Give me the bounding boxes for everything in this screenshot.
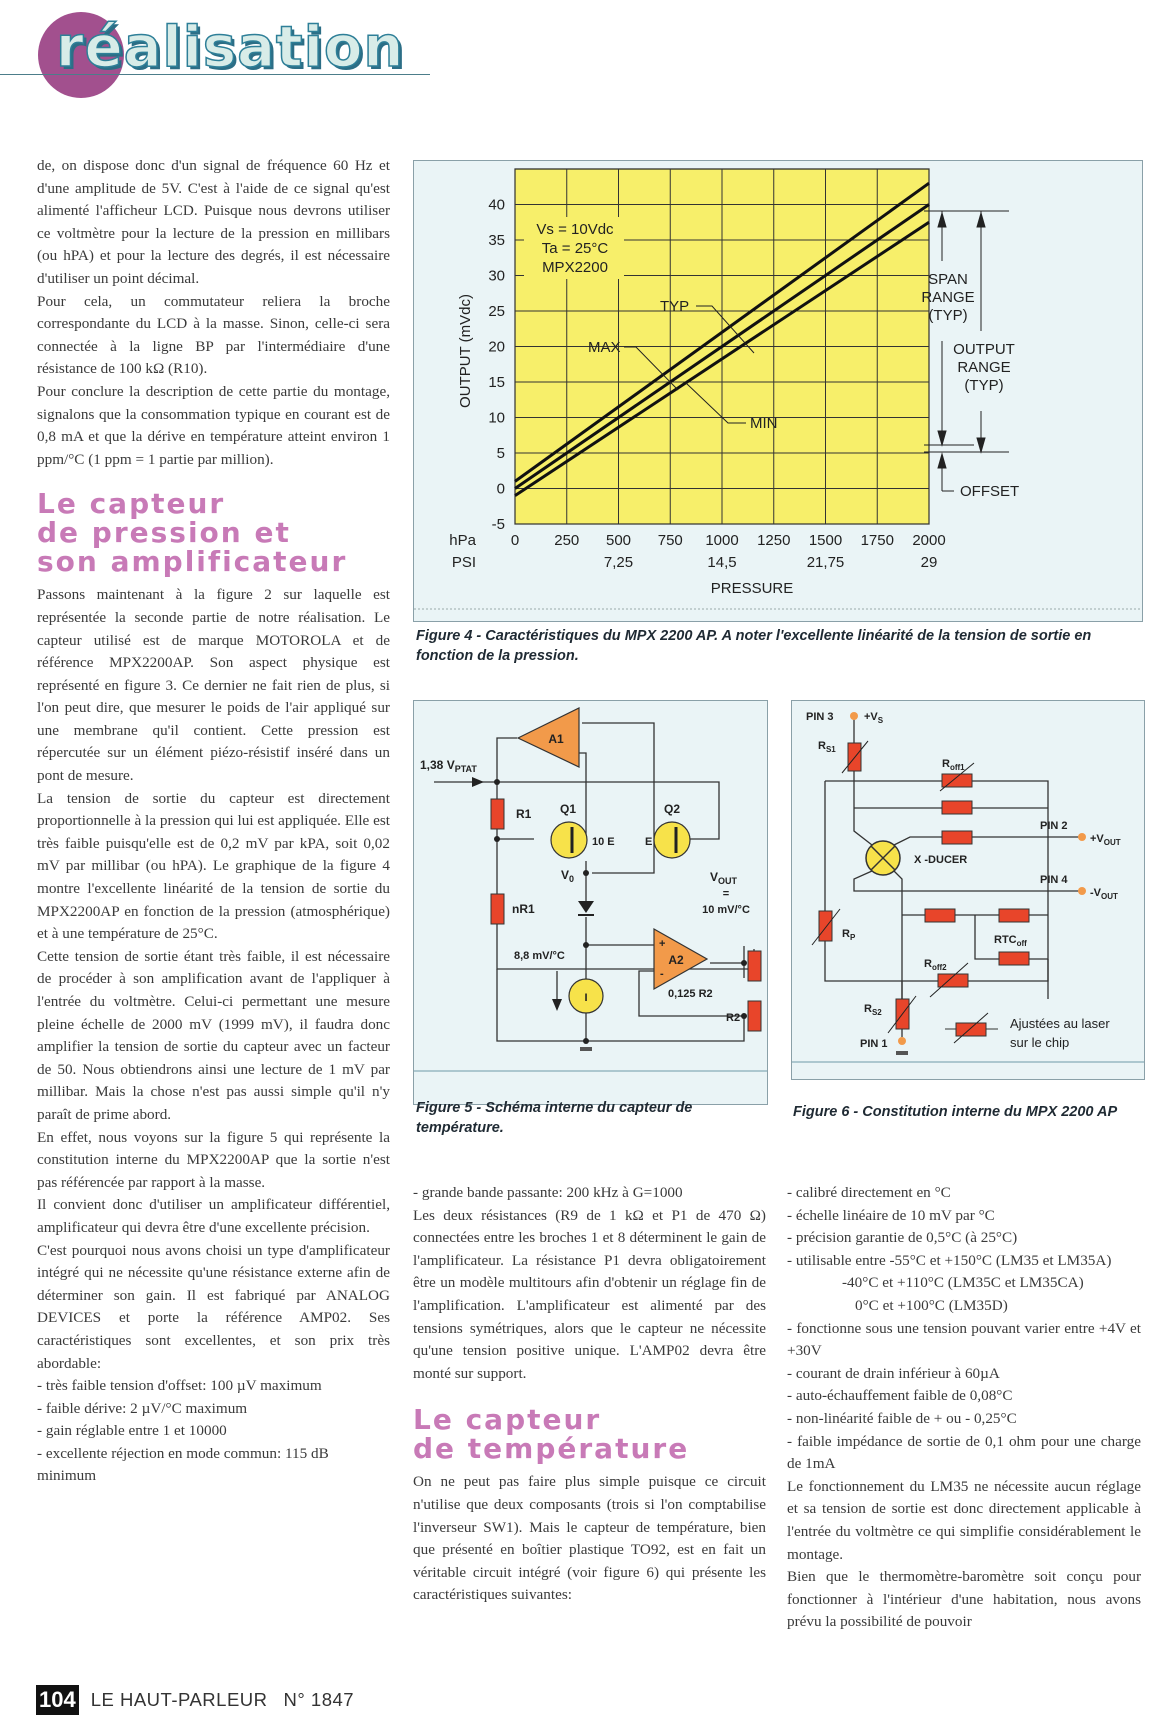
transistor-q2 <box>654 822 690 858</box>
vout-equals: = <box>722 888 730 900</box>
vout-plus-label: $+V_{OUT}$ <box>1090 833 1121 847</box>
list-item: - très faible tension d'offset: 100 µV maximum <box>37 1377 322 1395</box>
x-tick-label-hpa: 1250 <box>757 532 791 549</box>
issue-number: N° 1847 <box>283 1689 355 1710</box>
pin4-label: PIN 4 <box>1040 874 1068 886</box>
paragraph: Pour cela, un commutateur reliera la broche correspondante du LCD à la masse. Sinon, celle-ci sera connectée à la ligne BP par l'intermédiaire d'une résistance de 100 kΩ (R10). <box>37 292 390 378</box>
input-arrow-icon <box>472 777 484 787</box>
figure-6-caption: Figure 6 - Constitution interne du MPX 2200 AP <box>793 1104 1118 1120</box>
series-label-typ: TYP <box>660 298 690 315</box>
resistor-nr1-label: nR1 <box>512 902 535 916</box>
list-item: - grande bande passante: 200 kHz à G=1000 <box>413 1184 683 1201</box>
roff2-label: $R_{off2}$ <box>924 958 947 972</box>
right-column <box>787 1182 1141 1634</box>
x-tick-label-hpa: 1750 <box>860 532 894 549</box>
vout-label: $V_{OUT}$ <box>710 870 738 886</box>
series-label-max: MAX <box>588 339 621 356</box>
rtcoff-label: $RTC_{off}$ <box>994 934 1027 948</box>
heading-line: Le capteur <box>37 487 226 521</box>
y-tick-label: 10 <box>488 409 505 427</box>
v0-label: $V_0$ <box>561 868 575 884</box>
paragraph: de, on dispose donc d'un signal de fréquence 60 Hz et d'une amplitude de 5V. C'est à l'aide de ce signal qu'est alimenté l'afficheur LCD. Puisque nous devrons utiliser ce voltmètre pour la lecture de la pression en millibars (ou hPA) et pour la lecture des degrés, il est nécessaire d'utiliser un point décimal. <box>37 157 390 287</box>
figure-5 <box>413 700 768 1105</box>
pressure-output-chart <box>414 161 1142 621</box>
x-axis-label: PRESSURE <box>710 580 794 597</box>
legend-trimmed-resistor-icon <box>956 1023 986 1036</box>
rp-label: $R_P$ <box>842 928 856 942</box>
paragraph: Les deux résistances (R9 de 1 kΩ et P1 de 470 Ω) connectées entre les broches 1 et 8 déterminent le gain de l'amplificateur. La résistance P1 devra obligatoirement être un modèle multitours afin d'obtenir un réglage fin de l'amplification. L'amplificateur est alimenté par des tensions symétriques, alors que le capteur ne nécessite qu'une tension positive unique. L'AMP02 devra être monté sur support. <box>413 1206 766 1382</box>
x-tick-label-hpa: 500 <box>605 532 632 549</box>
resistor-r1-label: R1 <box>516 807 532 821</box>
x-tick-label-psi: 21,75 <box>806 554 845 571</box>
span-range-label: RANGE <box>921 289 975 306</box>
vout-value: 10 mV/°C <box>702 904 750 916</box>
y-tick-label: 20 <box>488 338 505 356</box>
condition-vs: Vs = 10Vdc <box>536 221 614 238</box>
paragraph: On ne peut pas faire plus simple puisque ce circuit n'utilise que deux composants (trois si l'on comptabilise l'inverseur SW1). Mais le capteur de température, bien que présenté en boîtier plastique TO92, est en fait un véritable circuit intégré (voir figure 6) qui présente les caractéristiques suivantes: <box>413 1473 766 1604</box>
pin1-dot <box>898 1037 906 1045</box>
x-tick-label-hpa: 1500 <box>808 532 843 549</box>
current-source-label: I <box>584 992 588 1004</box>
y-axis-label: OUTPUT (mVdc) <box>457 294 474 408</box>
pin4-dot <box>1078 887 1086 895</box>
input-label: 1,38 $V_{PTAT}$ <box>420 758 477 774</box>
y-tick-label: 30 <box>488 267 505 285</box>
list-item-indented: -40°C et +110°C (LM35C et LM35CA) <box>842 1274 1084 1292</box>
vs-label: $+V_S$ <box>864 711 884 725</box>
list-item: - fonctionne sous une tension pouvant varier entre +4V et +30V <box>787 1319 1141 1360</box>
pin1-label: PIN 1 <box>860 1038 888 1050</box>
diode-icon <box>578 901 594 913</box>
paragraph: Le fonctionnement du LM35 ne nécessite aucun réglage et sa tension de sortie est donc directement applicable à l'entrée du voltmètre ce qui simplifie considérablement le montage. <box>787 1477 1141 1563</box>
x-tick-label-psi: 7,25 <box>603 554 634 571</box>
condition-ta: Ta = 25°C <box>541 240 609 257</box>
y-tick-label: 35 <box>488 232 505 249</box>
paragraph: La tension de sortie du capteur est directement proportionnelle à la pression qui lui est appliquée. Elle est très faible puisqu'elle est de 0,2 mV par kPA, soit 0,02 mV par millibar (ou hPA). Le graphique de la figure 4 montre l'excellente linéarité de la tension de sortie du MPX2200AP en fonction de la pression (atmosphérique) et à une température de 25°C. <box>37 789 390 943</box>
resistor-comp <box>925 909 955 922</box>
x-tick-label-hpa: 250 <box>554 532 580 549</box>
magazine-name: LE HAUT-PARLEUR <box>90 1689 268 1710</box>
y-tick-label: 40 <box>488 196 505 214</box>
resistor-rp <box>819 911 832 941</box>
page-footer <box>36 1685 354 1715</box>
mpx2200-schematic <box>792 701 1144 1079</box>
pin3-dot <box>850 712 858 720</box>
middle-column <box>413 1182 766 1607</box>
q1-emitter-label: 10 E <box>592 836 615 848</box>
resistor-r2-label: R2 <box>726 1012 741 1024</box>
section-title: réalisation <box>56 15 405 80</box>
y-tick-label: -5 <box>491 516 505 533</box>
ground-icon <box>580 1047 592 1051</box>
legend-text: sur le chip <box>1010 1035 1070 1050</box>
resistor-bridge <box>942 831 972 844</box>
section-heading-pressure <box>37 487 390 579</box>
rs1-label: $R_{S1}$ <box>818 740 836 754</box>
list-item: - calibré directement en °C <box>787 1184 951 1201</box>
left-column <box>37 155 390 1488</box>
x-tick-label-hpa: 1000 <box>705 532 739 549</box>
paragraph: Cette tension de sortie étant très faible, il est nécessaire de procéder à son amplification avant de l'appliquer à l'entrée du voltmètre. Celui-ci permettant une mesure pleine échelle de 2000 mV (1999 mV), il faudra donc amplifier la tension de sortie du capteur avec un facteur de 50. Nous obtiendrons ainsi une lecture de 1 mV par millibar. Mais la chose n'est pas aussi simple qu'il n'y paraît de prime abord. <box>37 947 390 1123</box>
list-item: - faible impédance de sortie de 0,1 ohm pour une charge de 1mA <box>787 1432 1141 1473</box>
x-axis-unit-hpa: hPa <box>449 532 476 549</box>
section-banner <box>0 0 460 110</box>
transistor-q1-label: Q1 <box>560 802 577 816</box>
paragraph: Bien que le thermomètre-baromètre soit conçu pour fonctionner à l'intérieur d'une habitation, nous avons prévu la possibilité de pouvoir <box>787 1568 1141 1631</box>
series-label-min: MIN <box>750 415 778 432</box>
resistor-bridge <box>942 801 972 814</box>
x-tick-label-hpa: 2000 <box>912 532 946 549</box>
figure-5-caption: Figure 5 - Schéma interne du capteur de température. <box>416 1100 693 1136</box>
condition-part: MPX2200 <box>542 259 608 276</box>
y-tick-label: 25 <box>488 303 505 320</box>
transistor-q2-label: Q2 <box>664 802 681 816</box>
y-tick-label: 0 <box>496 480 505 498</box>
paragraph: Pour conclure la description de cette partie du montage, signalons que la consommation typique en courant est de 0,8 mA et que la dérive en température atteint environ 1 ppm/°C (1 ppm = 1 partie par million). <box>37 382 390 468</box>
list-item: - échelle linéaire de 10 mV par °C <box>787 1206 995 1224</box>
xducer-label: X -DUCER <box>914 854 968 866</box>
output-range-label: OUTPUT <box>953 341 1015 358</box>
resistor-0125r2 <box>748 951 761 981</box>
rs2-label: $R_{S2}$ <box>864 1003 882 1017</box>
x-tick-label-psi: 14,5 <box>707 554 737 571</box>
page-number: 104 <box>36 1685 79 1715</box>
x-tick-label-hpa: 0 <box>510 532 520 549</box>
list-item-indented: 0°C et +100°C (LM35D) <box>855 1296 1008 1314</box>
transistor-q1 <box>551 822 587 858</box>
opamp-a1-label: A1 <box>548 732 564 746</box>
vout-minus-label: $-V_{OUT}$ <box>1090 887 1118 901</box>
ground-icon <box>896 1051 908 1055</box>
opamp-a2-label: A2 <box>668 953 684 967</box>
list-item: - non-linéarité faible de + ou - 0,25°C <box>787 1409 1017 1427</box>
pin2-dot <box>1078 833 1086 841</box>
resistor-nr1 <box>491 894 504 924</box>
paragraph: Passons maintenant à la figure 2 sur laquelle est représentée la seconde partie de notre réalisation. Le capteur utilisé est de marque MOTOROLA et de référence MPX2200AP. Son aspect physique est représenté en figure 3. Ce dernier ne fait rien de plus, si l'on peut dire, que mesurer le poids de l'air appliqué sur une membrane qu'il contient. Cette pression est répercutée sur un élément piézo-résistif inséré dans un pont de mesure. <box>37 586 390 785</box>
x-tick-label-hpa: 750 <box>657 532 683 549</box>
opamp-plus: + <box>659 938 666 950</box>
list-item: - utilisable entre -55°C et +150°C (LM35 et LM35A) <box>787 1251 1112 1269</box>
current-arrow-icon <box>552 999 562 1011</box>
resistor-comp <box>999 909 1029 922</box>
temperature-sensor-schematic <box>414 701 767 1104</box>
paragraph: En effet, nous voyons sur la figure 5 qui représente la constitution interne du MPX2200AP que la sortie n'est pas référencée par rapport à la masse. <box>37 1128 390 1191</box>
list-item: - faible dérive: 2 µV/°C maximum <box>37 1399 248 1417</box>
roff1-label: $R_{off1}$ <box>942 758 965 772</box>
figure-6 <box>791 700 1145 1080</box>
list-item: - gain réglable entre 1 et 10000 <box>37 1422 227 1440</box>
pin3-label: PIN 3 <box>806 711 834 723</box>
figure-4-caption: Figure 4 - Caractéristiques du MPX 2200 AP. A noter l'excellente linéarité de la tension de sortie en fonction de la pression. <box>416 628 1092 664</box>
span-range-label: SPAN <box>928 271 968 288</box>
paragraph: Il convient donc d'utiliser un amplificateur différentiel, amplificateur qui devra être d'une excellente précision. <box>37 1196 390 1236</box>
heading-line: de pression et <box>37 516 291 550</box>
slope-label: 8,8 mV/°C <box>514 950 565 962</box>
resistor-r2 <box>748 1001 761 1031</box>
output-range-label: (TYP) <box>964 377 1004 394</box>
heading-line: son amplificateur <box>37 545 348 579</box>
legend-text: Ajustées au laser <box>1010 1016 1110 1031</box>
paragraph: C'est pourquoi nous avons choisi un type d'amplificateur intégré qui ne nécessite qu'une résistance externe afin de déterminer son gain. Il est fabriqué par ANALOG DEVICES et porte la référence AMP02. Ses caractéristiques sont excellentes, et son prix très abordable: <box>37 1241 390 1372</box>
list-item: - courant de drain inférieur à 60µA <box>787 1364 1000 1382</box>
q2-emitter-label: E <box>645 836 653 848</box>
y-tick-label: 5 <box>496 445 505 462</box>
pin2-label: PIN 2 <box>1040 820 1068 832</box>
heading-line: Le capteur <box>413 1403 602 1437</box>
section-heading-temperature <box>413 1403 766 1466</box>
figure-4 <box>413 160 1143 622</box>
resistor-0125r2-label: 0,125 R2 <box>668 988 713 1000</box>
x-tick-label-psi: 29 <box>920 554 938 571</box>
resistor-r1 <box>491 799 504 829</box>
x-axis-unit-psi: PSI <box>451 554 476 571</box>
list-item: - excellente réjection en mode commun: 115 dB minimum <box>37 1444 329 1485</box>
opamp-minus: - <box>660 968 664 980</box>
heading-line: de température <box>413 1432 690 1466</box>
list-item: - précision garantie de 0,5°C (à 25°C) <box>787 1229 1018 1247</box>
output-range-label: RANGE <box>957 359 1011 376</box>
offset-label: OFFSET <box>960 483 1020 500</box>
y-tick-label: 15 <box>488 374 505 391</box>
resistor-rtcoff <box>999 952 1029 965</box>
list-item: - auto-échauffement faible de 0,08°C <box>787 1387 1013 1405</box>
span-range-label: (TYP) <box>928 307 968 324</box>
